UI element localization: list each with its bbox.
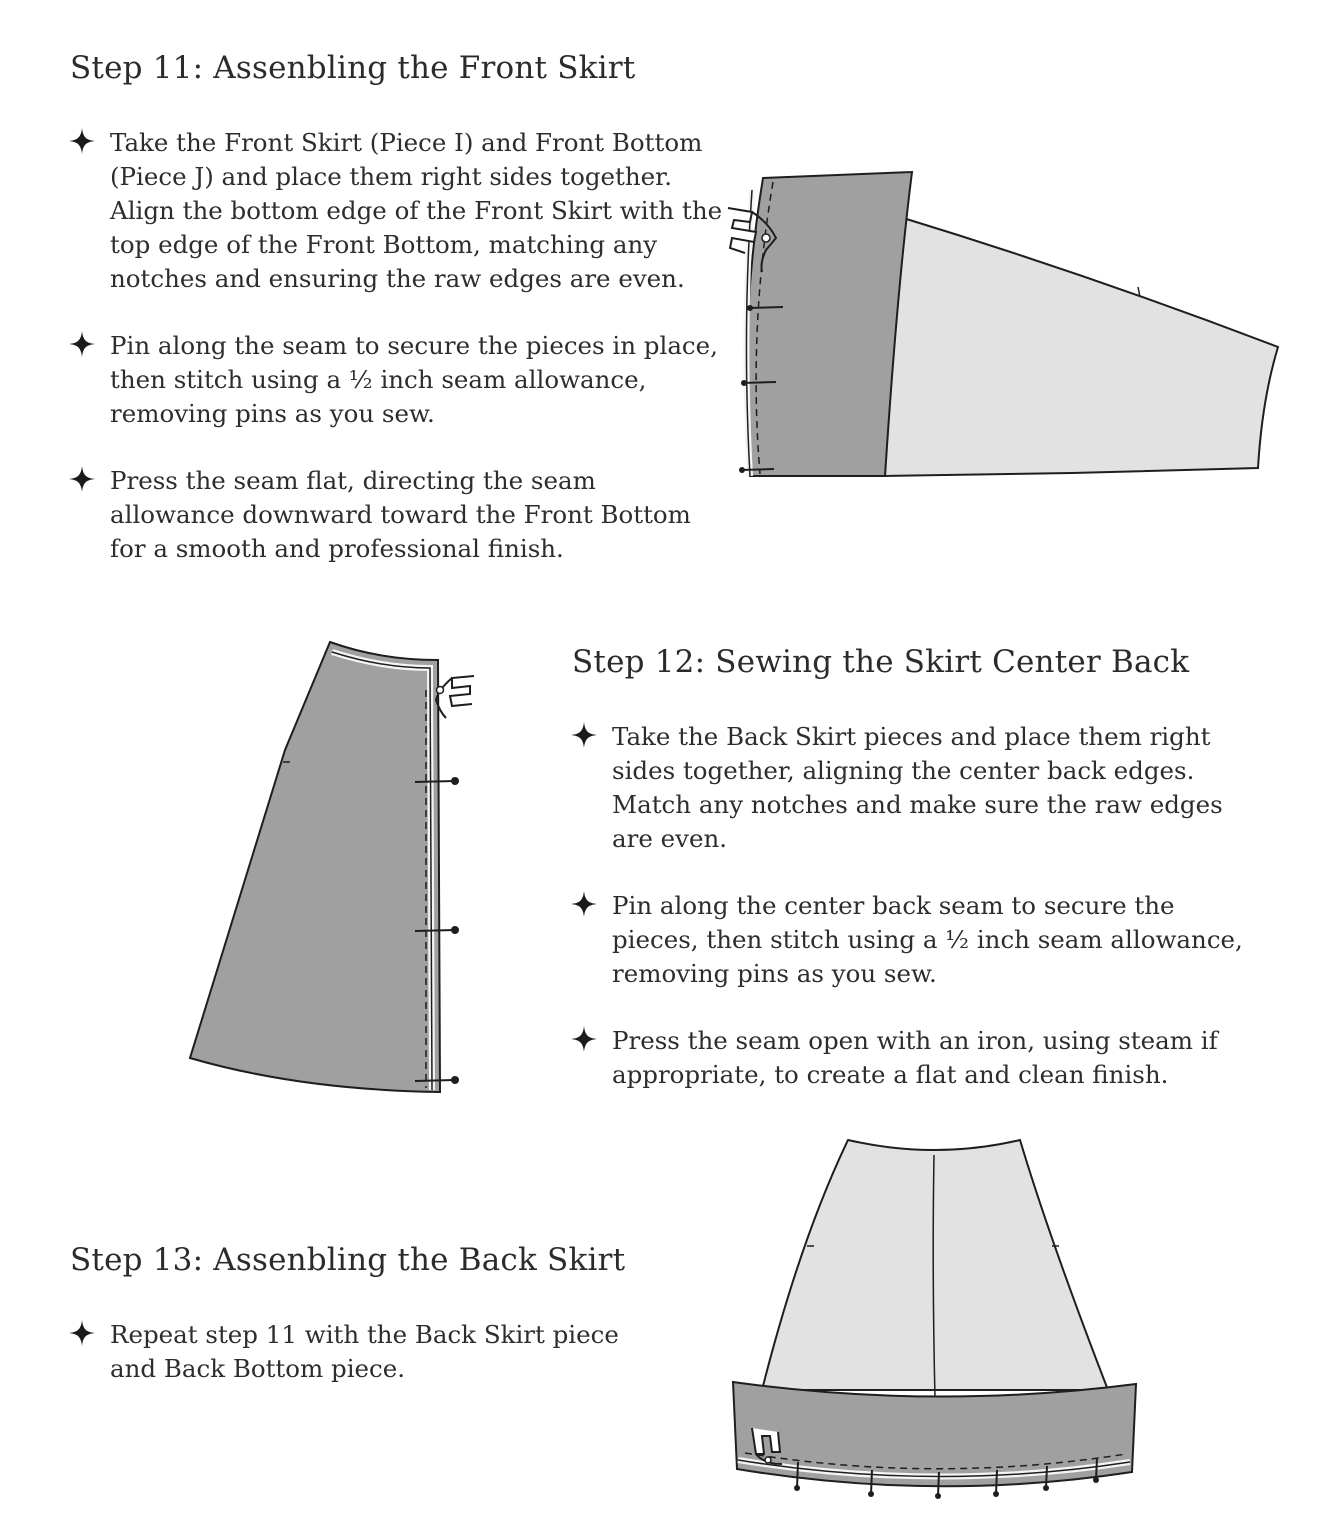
list-item: Press the seam flat, directing the seam allowance downward toward the Front Bottom for a smooth and professional finish. <box>68 464 728 566</box>
step-11-heading: Step 11: Assenbling the Front Skirt <box>70 50 636 86</box>
step-12-heading: Step 12: Sewing the Skirt Center Back <box>572 644 1190 680</box>
step-13-list <box>68 1318 628 1419</box>
front-bottom-piece <box>885 217 1278 476</box>
step-12-list <box>570 720 1250 1125</box>
step-11-list <box>68 126 728 599</box>
back-skirt-illustration <box>725 1130 1145 1500</box>
list-item: Take the Front Skirt (Piece I) and Front Bottom (Piece J) and place them right sides together. Align the bottom edge of the Front Skirt with the top edge of the Front Bottom, matching any notches and ensuring the raw edges are even. <box>68 126 728 296</box>
front-skirt-piece <box>746 172 912 476</box>
list-item: Pin along the seam to secure the pieces in place, then stitch using a ½ inch seam allowance, removing pins as you sew. <box>68 329 728 431</box>
back-skirt-piece <box>190 642 440 1092</box>
four-point-star-icon <box>570 721 598 749</box>
four-point-star-icon <box>570 1025 598 1053</box>
four-point-star-icon <box>570 890 598 918</box>
front-skirt-illustration <box>700 160 1300 500</box>
four-point-star-icon <box>68 465 96 493</box>
presser-foot-icon <box>436 676 474 718</box>
four-point-star-icon <box>68 1319 96 1347</box>
list-item: Take the Back Skirt pieces and place them right sides together, aligning the center back edges. Match any notches and make sure the raw edges are even. <box>570 720 1250 856</box>
four-point-star-icon <box>68 330 96 358</box>
back-skirt-top-piece <box>762 1140 1108 1390</box>
list-item: Repeat step 11 with the Back Skirt piece and Back Bottom piece. <box>68 1318 628 1386</box>
four-point-star-icon <box>68 127 96 155</box>
list-item: Pin along the center back seam to secure the pieces, then stitch using a ½ inch seam allowance, removing pins as you sew. <box>570 889 1250 991</box>
step-13-heading: Step 13: Assenbling the Back Skirt <box>70 1242 626 1278</box>
list-item: Press the seam open with an iron, using steam if appropriate, to create a flat and clean finish. <box>570 1024 1250 1092</box>
center-back-illustration <box>180 630 490 1100</box>
